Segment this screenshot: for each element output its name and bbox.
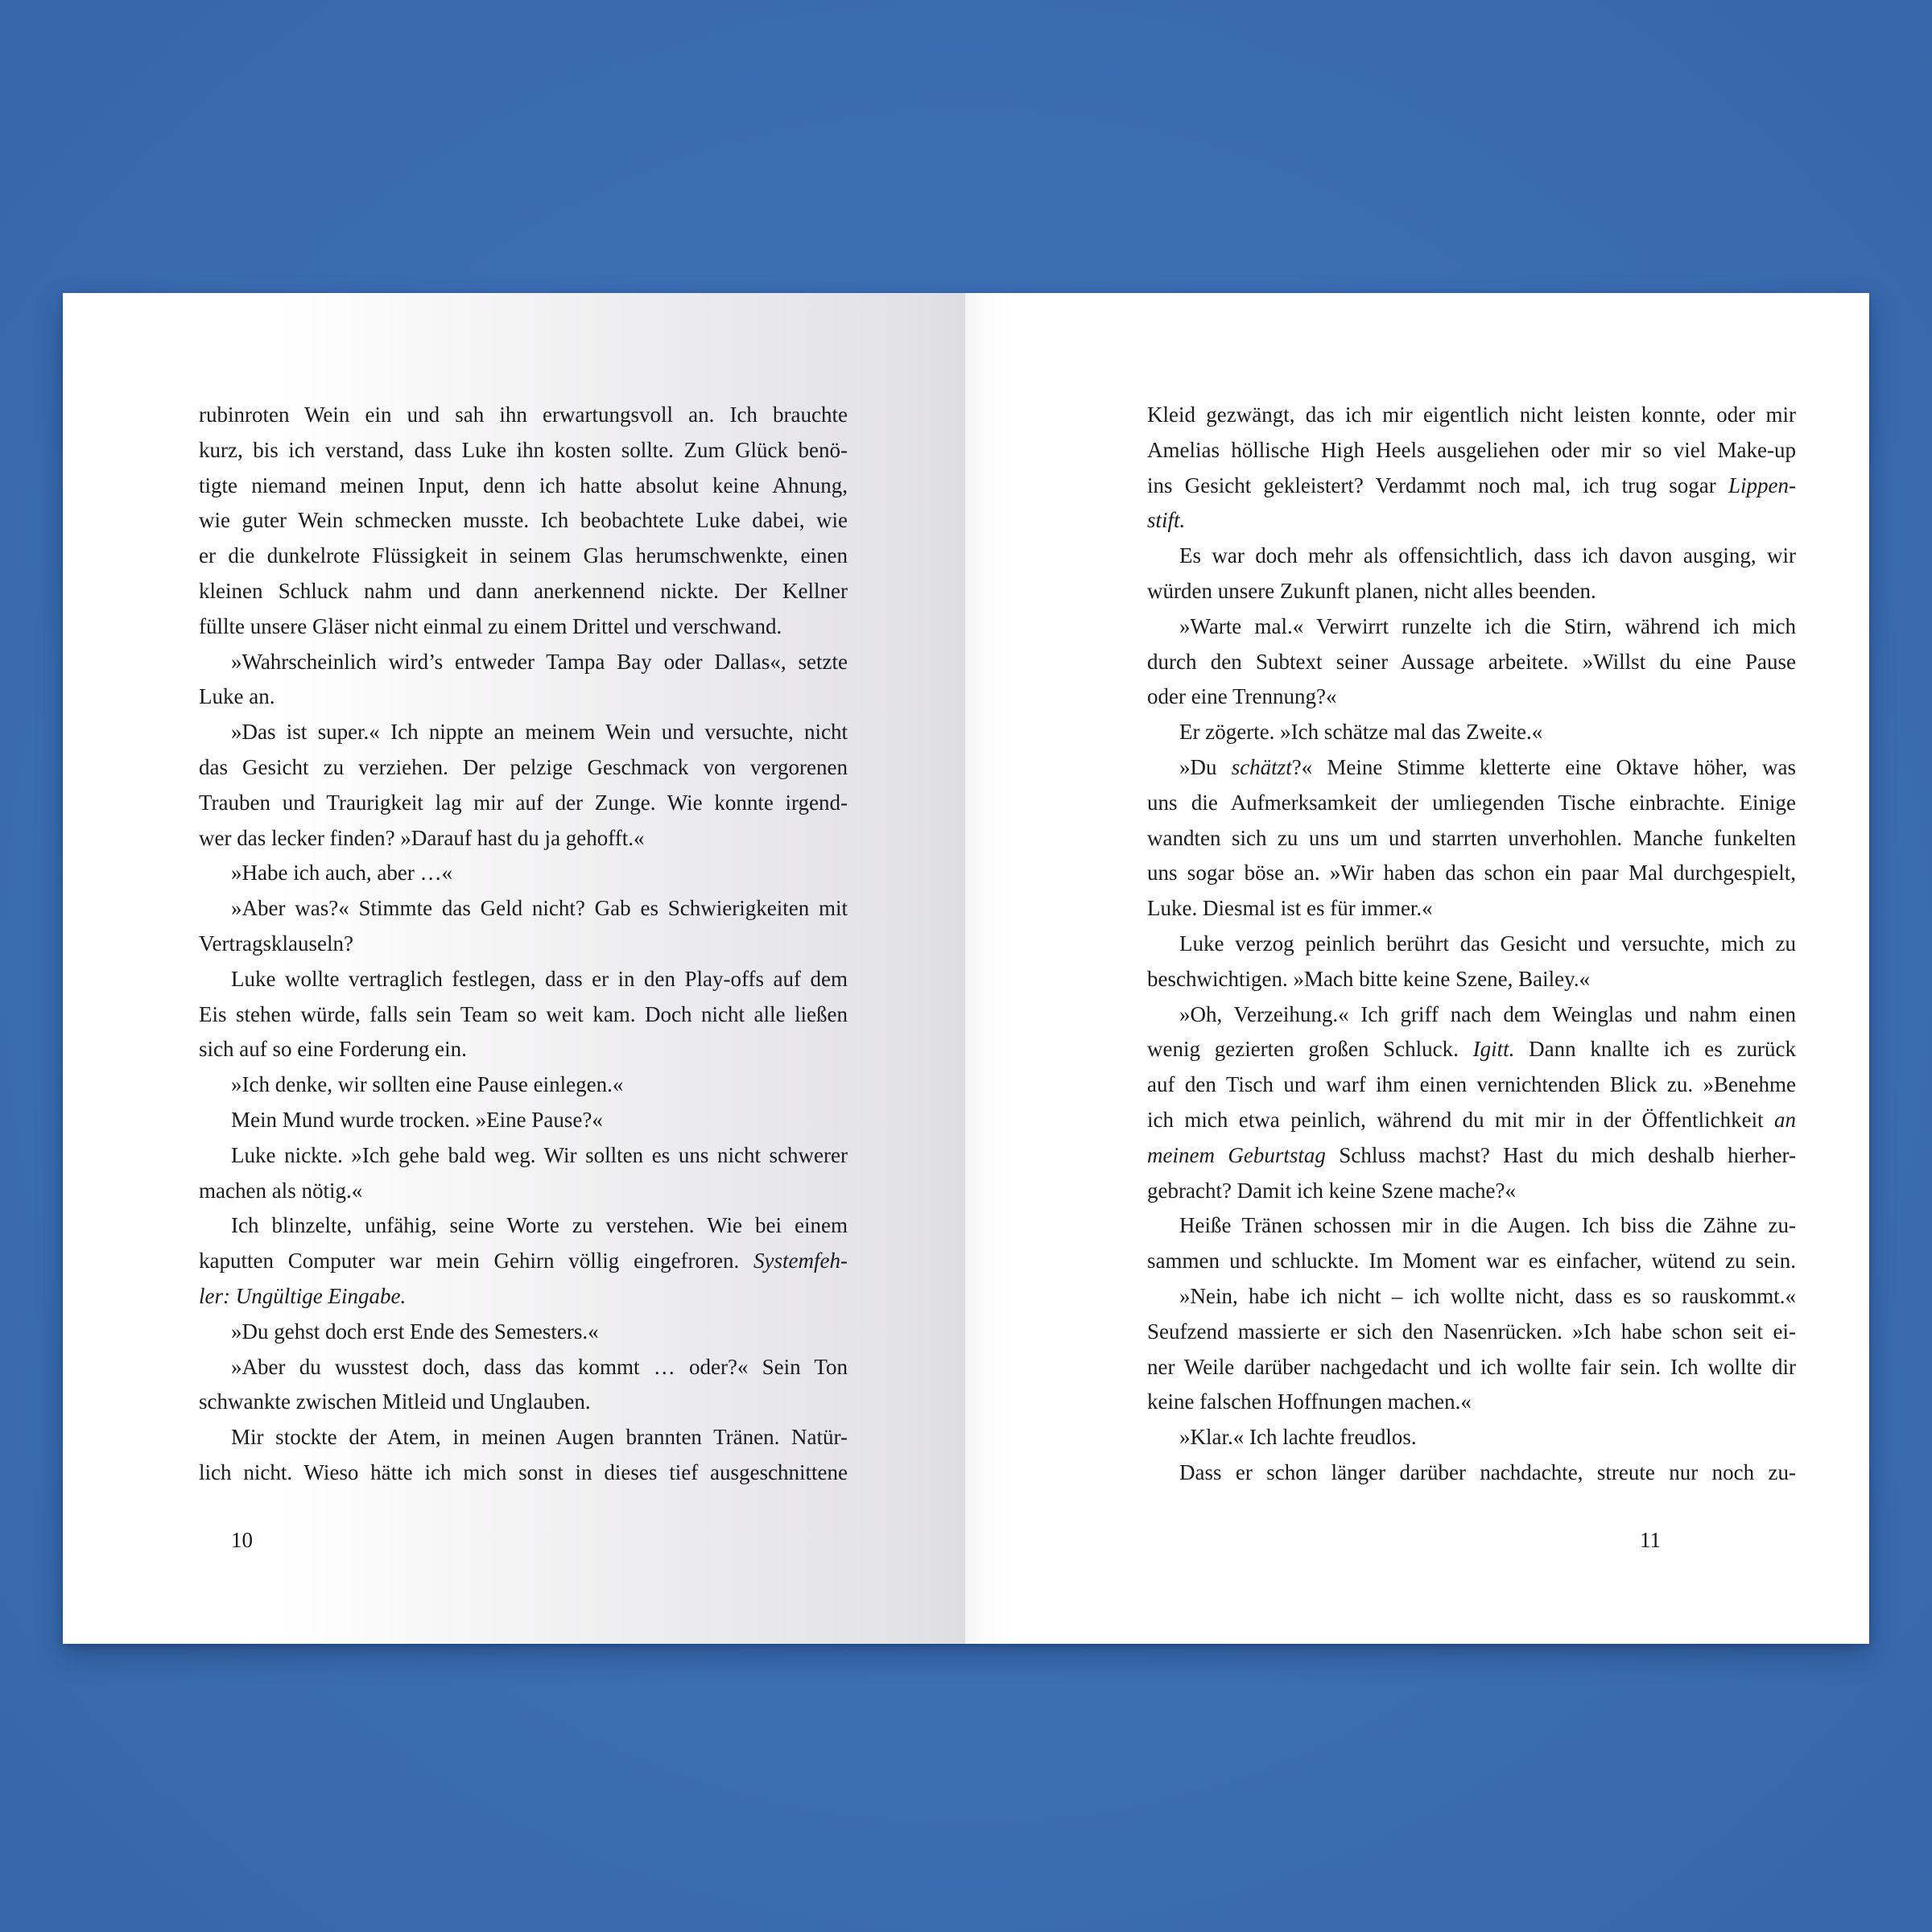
- text-line: »Habe ich auch, aber …«: [231, 861, 453, 886]
- text-line: Luke an.: [199, 684, 275, 709]
- text-line: Amelias höllische High Heels ausgeliehen oder mir so viel Make-up: [1147, 437, 1796, 462]
- text-line: sich auf so eine Forderung ein.: [199, 1037, 467, 1062]
- text-line: Mir stockte der Atem, in meinen Augen brannten Tränen. Natür-: [231, 1425, 848, 1450]
- text-line: oder eine Trennung?«: [1147, 684, 1337, 709]
- text-line: uns die Aufmerksamkeit der umliegenden Tische einbrachte. Einige: [1147, 790, 1796, 815]
- text-line: »Du gehst doch erst Ende des Semesters.«: [231, 1319, 599, 1344]
- right-page: [965, 293, 1869, 1644]
- text-line: Mein Mund wurde trocken. »Eine Pause?«: [231, 1107, 603, 1132]
- text-line: »Klar.« Ich lachte freudlos.: [1179, 1425, 1417, 1450]
- text-line: schwankte zwischen Mitleid und Unglauben.: [199, 1389, 591, 1414]
- text-line: das Gesicht zu verziehen. Der pelzige Geschmack von vergorenen: [199, 754, 848, 779]
- text-line: wie guter Wein schmecken musste. Ich beobachtete Luke dabei, wie: [199, 508, 848, 533]
- text-line: Luke nickte. »Ich gehe bald weg. Wir sollten es uns nicht schwerer: [231, 1142, 848, 1167]
- text-line: keine falschen Hoffnungen machen.«: [1147, 1389, 1472, 1414]
- text-line: würden unsere Zukunft planen, nicht alles beenden.: [1147, 578, 1596, 603]
- text-line: beschwichtigen. »Mach bitte keine Szene, Bailey.«: [1147, 966, 1591, 991]
- text-line: füllte unsere Gläser nicht einmal zu einem Drittel und verschwand.: [199, 613, 782, 638]
- emphasis: Lippen-: [1728, 473, 1796, 497]
- text-line: »Du schätzt?« Meine Stimme kletterte eine Oktave höher, was: [1179, 754, 1796, 779]
- text-line: »Oh, Verzeihung.« Ich griff nach dem Weinglas und nahm einen: [1179, 1001, 1796, 1026]
- page-number-right: 11: [1640, 1528, 1661, 1552]
- left-page: [63, 293, 965, 1644]
- text-line: Es war doch mehr als offensichtlich, dass ich davon ausging, wir: [1179, 543, 1796, 568]
- page-number-left: 10: [231, 1528, 253, 1552]
- text-line: auf den Tisch und warf ihm einen vernichtenden Blick zu. »Benehme: [1147, 1072, 1796, 1097]
- text-line: Trauben und Traurigkeit lag mir auf der Zunge. Wie konnte irgend-: [199, 790, 848, 815]
- left-page-text: [199, 398, 848, 1491]
- text-line: [1147, 503, 1796, 539]
- text-line: Ich blinzelte, unfähig, seine Worte zu verstehen. Wie bei einem: [231, 1213, 848, 1238]
- text-line: durch den Subtext seiner Aussage arbeitete. »Willst du eine Pause: [1147, 649, 1796, 674]
- emphasis: meinem Geburtstag: [1147, 1142, 1326, 1167]
- emphasis: an: [1774, 1107, 1796, 1132]
- text-line: uns sogar böse an. »Wir haben das schon ein paar Mal durchgespielt,: [1147, 861, 1796, 886]
- text-line: Luke wollte vertraglich festlegen, dass er in den Play-offs auf dem: [231, 966, 848, 991]
- text-line: ner Weile darüber nachgedacht und ich wollte fair sein. Ich wollte dir: [1147, 1354, 1796, 1379]
- text-line: wer das lecker finden? »Darauf hast du ja gehofft.«: [199, 825, 645, 850]
- text-line: ins Gesicht gekleistert? Verdammt noch mal, ich trug sogar Lippen-: [1147, 473, 1796, 497]
- text-line: sammen und schluckte. Im Moment war es einfacher, wütend zu sein.: [1147, 1249, 1796, 1274]
- text-line: »Aber was?« Stimmte das Geld nicht? Gab es Schwierigkeiten mit: [231, 896, 848, 921]
- text-line: Seufzend massierte er sich den Nasenrücken. »Ich habe schon seit ei-: [1147, 1319, 1796, 1344]
- text-line: lich nicht. Wieso hätte ich mich sonst in dieses tief ausgeschnittene: [199, 1459, 848, 1484]
- emphasis: stift.: [1147, 508, 1186, 533]
- text-line: Eis stehen würde, falls sein Team so weit kam. Doch nicht alle ließen: [199, 1001, 848, 1026]
- text-line: Heiße Tränen schossen mir in die Augen. Ich biss die Zähne zu-: [1179, 1213, 1796, 1238]
- text-line: Er zögerte. »Ich schätze mal das Zweite.«: [1179, 720, 1543, 745]
- text-line: Dass er schon länger darüber nachdachte, streute nur noch zu-: [1179, 1459, 1796, 1484]
- text-line: ich mich etwa peinlich, während du mit mir in der Öffentlichkeit an: [1147, 1107, 1796, 1132]
- text-line: machen als nötig.«: [199, 1178, 363, 1203]
- text-line: wandten sich zu uns um und starrten unverhohlen. Manche funkelten: [1147, 825, 1796, 850]
- text-line: Vertragsklauseln?: [199, 931, 353, 956]
- text-line: »Warte mal.« Verwirrt runzelte ich die Stirn, während ich mich: [1179, 613, 1796, 638]
- text-line: gebracht? Damit ich keine Szene mache?«: [1147, 1178, 1517, 1203]
- text-line: rubinroten Wein ein und sah ihn erwartungsvoll an. Ich brauchte: [199, 402, 848, 427]
- text-line: »Ich denke, wir sollten eine Pause einlegen.«: [231, 1072, 624, 1097]
- text-line: er die dunkelrote Flüssigkeit in seinem Glas herumschwenkte, einen: [199, 543, 848, 568]
- text-line: »Nein, habe ich nicht – ich wollte nicht, dass es so rauskommt.«: [1179, 1283, 1796, 1308]
- text-line: »Das ist super.« Ich nippte an meinem Wein und versuchte, nicht: [231, 720, 848, 745]
- text-line: »Wahrscheinlich wird’s entweder Tampa Bay oder Dallas«, setzte: [231, 649, 848, 674]
- emphasis: schätzt: [1231, 754, 1292, 779]
- text-line: [199, 1279, 848, 1315]
- text-line: Luke verzog peinlich berührt das Gesicht und versuchte, mich zu: [1179, 931, 1796, 956]
- text-line: tigte niemand meinen Input, denn ich hatte absolut keine Ahnung,: [199, 473, 848, 497]
- text-line: kurz, bis ich verstand, dass Luke ihn kosten sollte. Zum Glück benö-: [199, 437, 848, 462]
- text-line: meinem Geburtstag Schluss machst? Hast du mich deshalb hierher-: [1147, 1142, 1796, 1167]
- text-line: wenig gezierten großen Schluck. Igitt. Dann knallte ich es zurück: [1147, 1037, 1797, 1062]
- emphasis: ler: Ungültige Eingabe.: [199, 1283, 407, 1308]
- text-line: kleinen Schluck nahm und dann anerkennend nickte. Der Kellner: [199, 578, 848, 603]
- text-line: »Aber du wusstest doch, dass das kommt … oder?« Sein Ton: [231, 1354, 848, 1379]
- emphasis: Systemfeh-: [753, 1249, 848, 1274]
- text-line: kaputten Computer war mein Gehirn völlig eingefroren. Systemfeh-: [199, 1249, 848, 1274]
- emphasis: Igitt.: [1472, 1037, 1515, 1062]
- book-spread: [63, 293, 1869, 1644]
- text-line: Kleid gezwängt, das ich mir eigentlich nicht leisten konnte, oder mir: [1147, 402, 1796, 427]
- text-line: Luke. Diesmal ist es für immer.«: [1147, 896, 1433, 921]
- right-page-text: [1147, 398, 1796, 1491]
